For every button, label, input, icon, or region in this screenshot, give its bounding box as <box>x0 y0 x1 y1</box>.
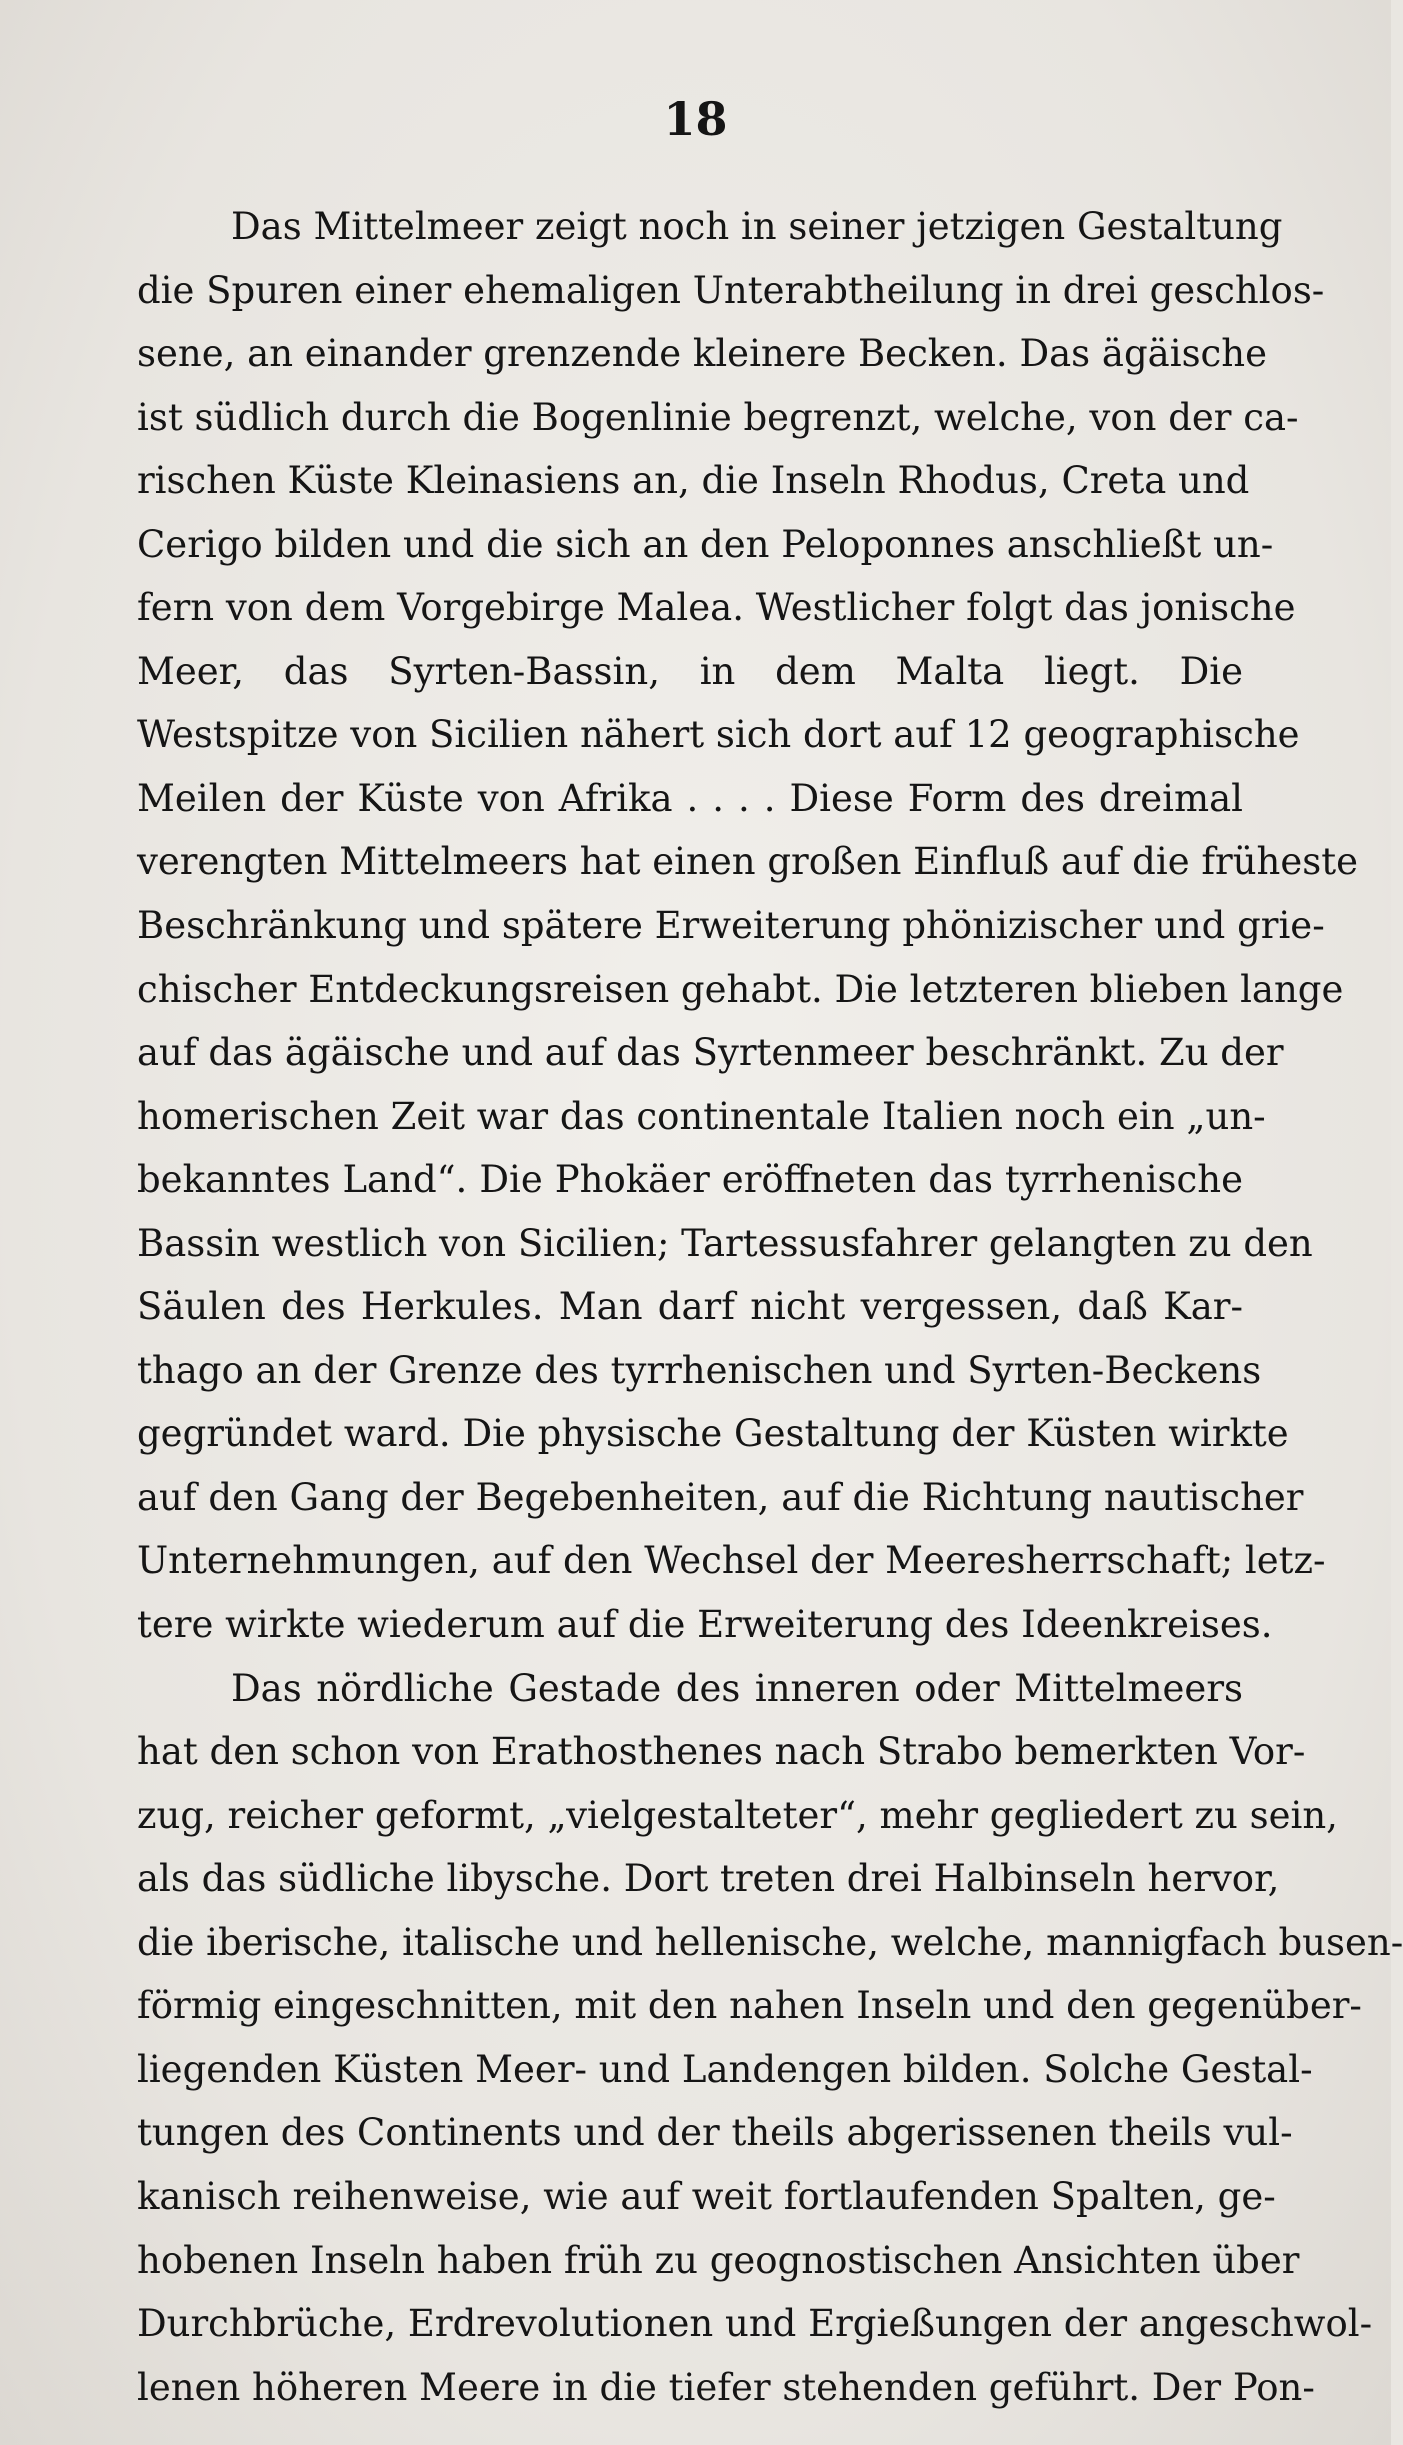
text-line: fern von dem Vorgebirge Malea. Westlicher folgt das jonische <box>137 586 1296 630</box>
body-text <box>137 195 1403 2419</box>
text-line: auf das ägäische und auf das Syrtenmeer beschränkt. Zu der <box>137 1031 1284 1075</box>
text-line: bekanntes Land“. Die Phokäer eröffneten das tyrrhenische <box>137 1158 1243 1202</box>
text-line: Das nördliche Gestade des inneren oder Mittelmeers <box>231 1666 1243 1710</box>
text-line: thago an der Grenze des tyrrhenischen und Syrten-Beckens <box>137 1348 1262 1392</box>
text-line: lenen höheren Meere in die tiefer stehenden geführt. Der Pon- <box>137 2365 1315 2409</box>
text-line: kanisch reihenweise, wie auf weit fortlaufenden Spalten, ge- <box>137 2174 1276 2218</box>
text-line: Beschränkung und spätere Erweiterung phönizischer und grie- <box>137 904 1325 948</box>
text-line: Das Mittelmeer zeigt noch in seiner jetzigen Gestaltung <box>231 205 1283 248</box>
text-line: zug, reicher geformt, „vielgestalteter“, mehr gegliedert zu sein, <box>137 1793 1338 1837</box>
text-line: Durchbrüche, Erdrevolutionen und Ergießungen der angeschwol- <box>137 2302 1373 2346</box>
text-line: gegründet ward. Die physische Gestaltung der Küsten wirkte <box>137 1412 1289 1456</box>
text-line: verengten Mittelmeers hat einen großen Einfluß auf die früheste <box>137 840 1359 884</box>
text-line: Westspitze von Sicilien nähert sich dort auf 12 geographische <box>137 713 1300 757</box>
text-line: Meer, das Syrten-Bassin, in dem Malta liegt. Die <box>137 649 1243 693</box>
text-line: hobenen Inseln haben früh zu geognostischen Ansichten über <box>137 2238 1300 2282</box>
page-number: 18 <box>663 92 728 146</box>
text-line: Meilen der Küste von Afrika . . . . Diese Form des dreimal <box>137 776 1243 820</box>
text-line: chischer Entdeckungsreisen gehabt. Die letzteren blieben lange <box>137 967 1344 1011</box>
text-line: hat den schon von Erathosthenes nach Strabo bemerkten Vor- <box>137 1730 1306 1774</box>
text-line: als das südliche libysche. Dort treten drei Halbinseln hervor, <box>137 1857 1280 1901</box>
text-line: tungen des Continents und der theils abgerissenen theils vul- <box>137 2111 1293 2155</box>
text-line: rischen Küste Kleinasiens an, die Inseln Rhodus, Creta und <box>137 459 1250 503</box>
text-line: tere wirkte wiederum auf die Erweiterung des Ideenkreises. <box>137 1603 1273 1647</box>
text-line: auf den Gang der Begebenheiten, auf die Richtung nautischer <box>137 1475 1304 1519</box>
text-line: sene, an einander grenzende kleinere Becken. Das ägäische <box>137 332 1267 376</box>
text-line: Unternehmungen, auf den Wechsel der Meeresherrschaft; letz- <box>137 1539 1326 1583</box>
text-line: die Spuren einer ehemaligen Unterabtheilung in drei geschlos- <box>137 268 1325 312</box>
text-line: homerischen Zeit war das continentale Italien noch ein „un- <box>137 1094 1266 1138</box>
text-line: Bassin westlich von Sicilien; Tartessusfahrer gelangten zu den <box>137 1221 1313 1265</box>
text-line: die iberische, italische und hellenische, welche, mannigfach busen- <box>137 1920 1403 1964</box>
text-line: Cerigo bilden und die sich an den Peloponnes anschließt un- <box>137 522 1274 566</box>
text-line: förmig eingeschnitten, mit den nahen Inseln und den gegenüber- <box>137 1984 1362 2028</box>
text-line: liegenden Küsten Meer- und Landengen bilden. Solche Gestal- <box>137 2047 1313 2091</box>
text-line: ist südlich durch die Bogenlinie begrenzt, welche, von der ca- <box>137 395 1299 439</box>
text-line: Säulen des Herkules. Man darf nicht vergessen, daß Kar- <box>137 1285 1243 1329</box>
